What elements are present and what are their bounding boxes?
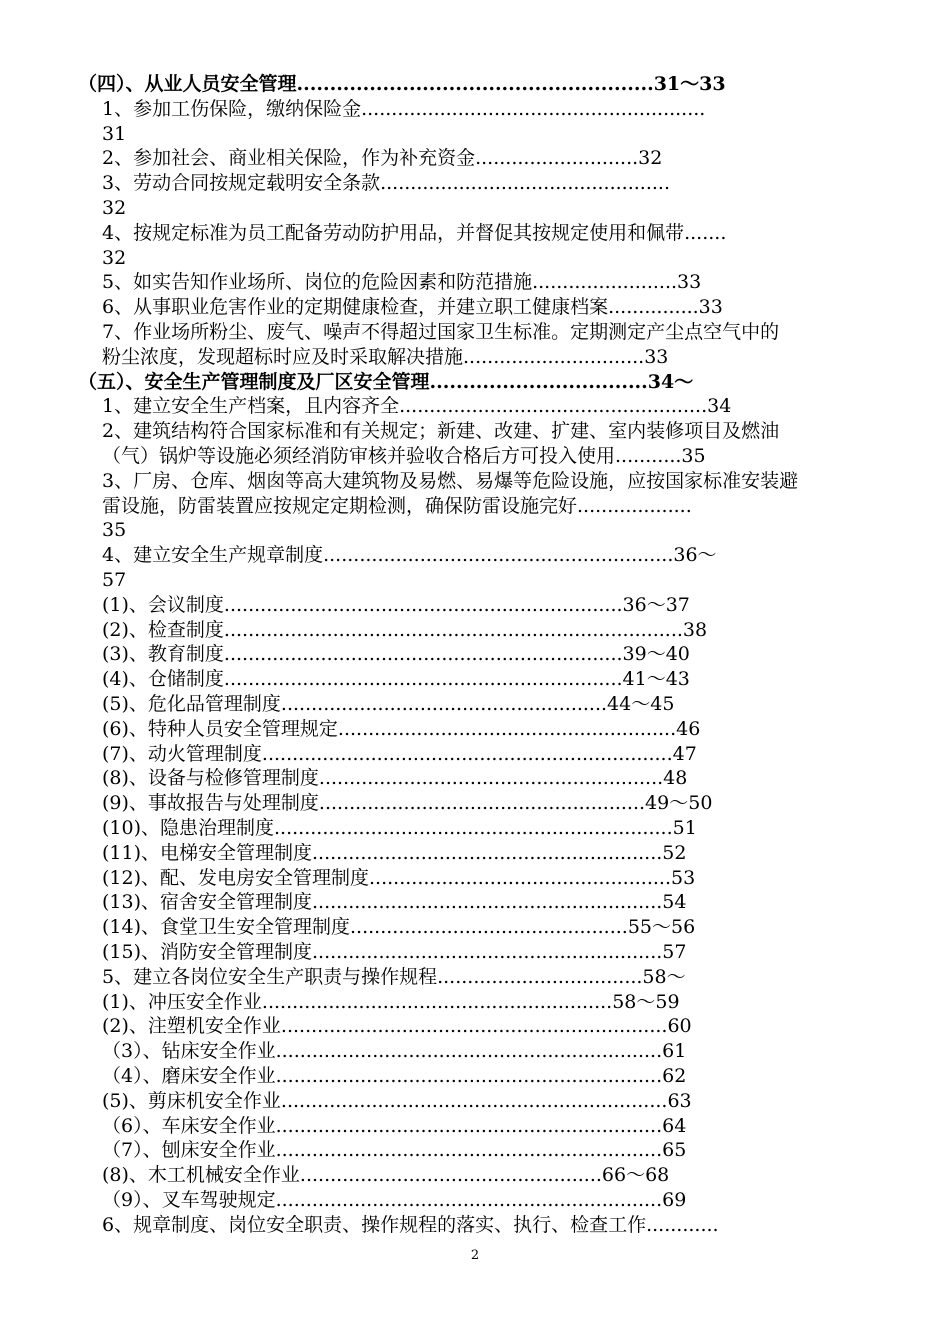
toc-entry: 5、建立各岗位安全生产职责与操作规程..................................58～ xyxy=(102,965,686,988)
toc-entry: 粉尘浓度，发现超标时应及时采取解决措施..............................33 xyxy=(102,345,669,368)
toc-section-heading: （四）、从业人员安全管理......................................................31～33 xyxy=(78,73,726,95)
toc-entry: 3、厂房、仓库、烟囱等高大建筑物及易燃、易爆等危险设施，应按国家标准安装避 xyxy=(102,469,799,492)
toc-entry: (10)、隐患治理制度..................................................................51 xyxy=(102,817,697,839)
toc-entry: 2、参加社会、商业相关保险，作为补充资金...........................32 xyxy=(102,147,663,170)
toc-entry: 6、规章制度、岗位安全职责、操作规程的落实、执行、检查工作............ xyxy=(102,1213,719,1236)
toc-entry: (7)、动火管理制度....................................................................47 xyxy=(102,742,697,765)
toc-entry: 3、劳动合同按规定载明安全条款................................................ xyxy=(102,172,670,195)
toc-entry: (8)、设备与检修管理制度.........................................................48 xyxy=(102,767,688,790)
toc-entry: (13)、宿舍安全管理制度..........................................................54 xyxy=(102,891,687,914)
toc-entry: 5、如实告知作业场所、岗位的危险因素和防范措施........................33 xyxy=(102,271,702,294)
toc-entry: (6)、特种人员安全管理规定........................................................46 xyxy=(102,717,701,740)
toc-entry: 4、建立安全生产规章制度..........................................................36～ xyxy=(102,544,717,567)
toc-entry: 32 xyxy=(102,246,127,269)
toc-entry: (1)、冲压安全作业..........................................................58～59 xyxy=(102,990,680,1013)
toc-entry: 2、建筑结构符合国家标准和有关规定；新建、改建、扩建、室内装修项目及燃油 xyxy=(102,420,780,443)
toc-entry: （6）、车床安全作业................................................................64 xyxy=(102,1114,687,1137)
toc-entry: (5)、剪床机安全作业................................................................63 xyxy=(102,1089,692,1112)
toc-entry: (2)、注塑机安全作业................................................................60 xyxy=(102,1015,692,1038)
toc-entry: 4、按规定标准为员工配备劳动防护用品，并督促其按规定使用和佩带....... xyxy=(102,221,727,244)
toc-entry: 1、建立安全生产档案，且内容齐全...................................................34 xyxy=(102,395,732,418)
toc-entry: 32 xyxy=(102,197,127,219)
toc-entry: 7、作业场所粉尘、废气、噪声不得超过国家卫生标准。定期测定产尘点空气中的 xyxy=(102,321,780,343)
toc-entry: (11)、电梯安全管理制度..........................................................52 xyxy=(102,841,687,864)
toc-entry: (3)、教育制度..................................................................39～40 xyxy=(102,643,690,666)
toc-entry: (12)、配、发电房安全管理制度..................................................53 xyxy=(102,866,696,889)
toc-entry: （7）、刨床安全作业................................................................65 xyxy=(102,1139,687,1162)
toc-entry: （气）锅炉等设施必须经消防审核并验收合格后方可投入使用...........35 xyxy=(102,445,706,467)
toc-entry: (14)、食堂卫生安全管理制度..............................................55～56 xyxy=(102,916,696,939)
toc-entry: 57 xyxy=(102,569,127,591)
toc-entry: 31 xyxy=(102,122,127,145)
toc-entry: 雷设施，防雷装置应按规定定期检测，确保防雷设施完好................... xyxy=(102,494,692,517)
toc-entry: (4)、仓储制度..................................................................41～43 xyxy=(102,668,690,691)
toc-section-heading: （五）、安全生产管理制度及厂区安全管理.................................34～ xyxy=(78,370,694,393)
toc-entry: (9)、事故报告与处理制度......................................................49～50 xyxy=(102,792,713,815)
toc-entry: (2)、检查制度............................................................................38 xyxy=(102,618,708,641)
toc-entry: （9）、叉车驾驶规定................................................................69 xyxy=(102,1189,687,1211)
toc-entry: 35 xyxy=(102,519,127,542)
toc-entry: (5)、危化品管理制度......................................................44～45 xyxy=(102,693,675,715)
page-number: 2 xyxy=(470,1248,480,1263)
toc-entry: (15)、消防安全管理制度..........................................................57 xyxy=(102,941,687,963)
toc-entry: （3）、钻床安全作业................................................................61 xyxy=(102,1040,687,1063)
toc-entry: (8)、木工机械安全作业..................................................66～68 xyxy=(102,1164,670,1187)
toc-entry: （4）、磨床安全作业................................................................62 xyxy=(102,1065,687,1087)
toc-entry: 6、从事职业危害作业的定期健康检查，并建立职工健康档案...............33 xyxy=(102,296,723,319)
toc-entry: 1、参加工伤保险，缴纳保险金......................................................... xyxy=(102,97,706,120)
toc-entry: (1)、会议制度..................................................................36～37 xyxy=(102,593,690,616)
